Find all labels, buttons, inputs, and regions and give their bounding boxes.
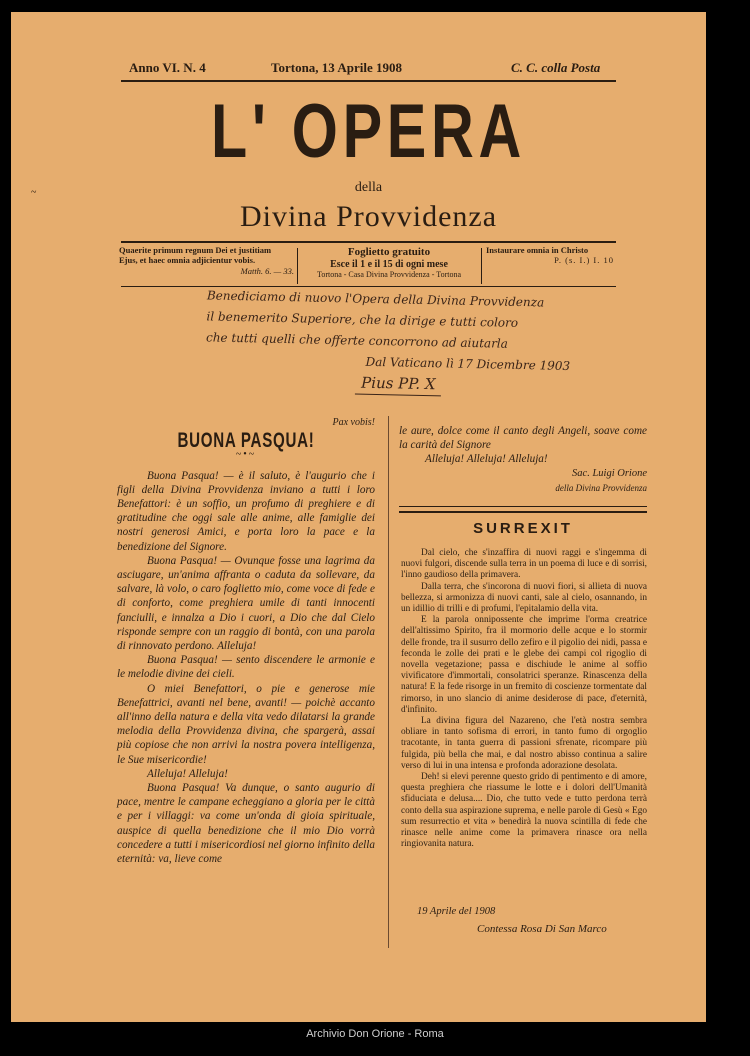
header-rule bbox=[121, 80, 616, 82]
masthead-della: della bbox=[354, 180, 383, 195]
handwriting-line-2: il benemerito Superiore, che la dirige e tutti coloro bbox=[206, 309, 519, 330]
motto-line-2: Ejus, et haec omnia adjicientur vobis. bbox=[119, 254, 256, 265]
margin-mark: ~ bbox=[31, 187, 37, 198]
paragraph: Buona Pasqua! — è il saluto, è l'augurio che i figli della Divina Provvidenza inviano a tutti i loro Benefattori: è un soffio, un profumo di preghiere e di gratitudine che oggi sale alle anime, alle famiglie dei nostri generosi Amici, e porta loro la pace e la benedizione del Signore. bbox=[117, 469, 375, 553]
info-address: Tortona - Casa Divina Provvidenza - Tortona bbox=[316, 270, 462, 280]
paragraph: Buona Pasqua! Va dunque, o santo augurio di pace, mentre le campane echeggiano a gloria per le città e per i villaggi: va come un'onda di gioia spirituale, auspice di quella benedizione che il mio Dio vorrà concedere a tutti i misericordiosi nel giorno infinito della eternità: va, lieve come bbox=[117, 782, 375, 866]
handwriting-line-1: Benediciamo di nuovo l'Opera della Divina Provvidenza bbox=[206, 288, 545, 310]
paragraph: O miei Benefattori, o pie e generose mie Benefattrici, avanti nel bene, avanti! — poichè accanto all'inno della natura e della vita vedo dilatarsi la grande melodia della Provvidenza divina, che spargerà, assai più copiose che non arrivi la nostra povera intelligenza, le Sue misericordie! bbox=[117, 682, 375, 766]
surrexit-title: SURREXIT bbox=[473, 520, 573, 537]
motto-box bbox=[119, 246, 294, 276]
title-ornament: ~•~ bbox=[235, 449, 257, 461]
column-separator bbox=[388, 416, 389, 948]
signature-name: Sac. Luigi Orione bbox=[572, 467, 647, 479]
info-title: Foglietto gratuito bbox=[347, 246, 431, 258]
paragraph: Buona Pasqua! — Ovunque fosse una lagrima da asciugare, un'anima affranta o caduta da sollevare, da salvare, là volo, o caro foglietto mio, come voce di fede e di conforto, come preghiera umile di tanti innocenti fanciulli, e innalza a Dio i cuori, a Dio che dal Cielo risponde sempre con un raggio di bontà, con una parola di rinnovato perdono. Alleluja! bbox=[117, 554, 375, 653]
article-author: Contessa Rosa Di San Marco bbox=[477, 923, 607, 935]
paragraph: Alleluja! Alleluja! bbox=[147, 767, 228, 780]
subheader-bottom-rule bbox=[121, 286, 616, 287]
subheader-top-rule bbox=[121, 241, 616, 243]
handwriting-line-3: che tutti quelli che offerte concorrono ad aiutarla bbox=[205, 330, 509, 351]
alleluja-line: Alleluja! Alleluja! Alleluja! bbox=[425, 453, 548, 466]
place-date: Tortona, 13 Aprile 1908 bbox=[271, 60, 402, 75]
orione-continuation bbox=[399, 424, 647, 495]
continuation-text: le aure, dolce come il canto degli Angeli, soave come la carità del Signore bbox=[399, 425, 647, 452]
newspaper-page bbox=[11, 12, 706, 1022]
paragraph: Deh! si elevi perenne questo grido di pentimento e di amore, questa preghiera che riassume le lotte e i dolori dell'Umanità sfiduciata e delusa.... Dio, che tutto vede e tutto perdona terrà conto della sua aspirazione suprema, e nelle parole di Gesù « Ego sum resurrectio et vita » benedirà la nuova scintilla di fede che rinasce nelle anime come la primavera rinasce ora nella ringiovanita natura. bbox=[401, 772, 647, 850]
handwritten-blessing bbox=[205, 285, 647, 400]
subheader-separator-2 bbox=[481, 248, 482, 284]
instaurare-ref: P. (s. I.) I. 10 bbox=[554, 254, 614, 265]
archive-caption: Archivio Don Orione - Roma bbox=[306, 1028, 444, 1040]
motto-source: Matth. 6. — 33. bbox=[240, 265, 294, 276]
info-box bbox=[303, 246, 475, 279]
paragraph: Buona Pasqua! — sento discendere le armonie e le melodie divine dei cieli. bbox=[117, 654, 375, 681]
instaurare-motto: Instaurare omnia in Christo bbox=[486, 245, 589, 255]
postal-note: C. C. colla Posta bbox=[511, 60, 601, 75]
subheader-separator-1 bbox=[297, 248, 298, 284]
paragraph: E la parola onnipossente che imprime l'orma creatrice dell'altissimo Spirito, fra il mormorio delle acque e lo stormir delle fronde, tra il susurro dello zefiro e il pigolio dei nidi, passa e feconda le zolle dei prati e le glebe dei campi col rigoglio di novella vegetazione; passa e dischiude le anime al soffio vivificatore d'immortali, consolatrici speranze. Rinascenza della natura! E la fede risorge in un fremito di coscienze tormentate dal rimorso, in uno slancio di anime desiderose di pace, d'eternità, d'infinito. bbox=[401, 615, 647, 715]
masthead-subtitle: Divina Provvidenza bbox=[239, 200, 498, 233]
instaurare-box bbox=[486, 246, 614, 266]
masthead-title: L' OPERA bbox=[210, 89, 527, 174]
handwriting-date: Dal Vaticano lì 17 Dicembre 1903 bbox=[365, 354, 571, 374]
issue-number: Anno VI. N. 4 bbox=[129, 60, 206, 75]
paragraph: La divina figura del Nazareno, che l'età nostra sembra obliare in tanto sofisma di errori, in tanto fumo di orgoglio tracotante, in tanta guerra di passioni sfrenate, ricompare più fulgida, più bella che mai, e dal nostro abisso continua a salire verso di lui in una intensa e profonda adorazione desolata. bbox=[401, 716, 647, 771]
paragraph: Dalla terra, che s'incorona di nuovi fiori, si allieta di nuova bellezza, si armonizza di nuovi canti, sale al cielo, osannando, in un idillio di trilli e di profumi, l'epitalamio della vita. bbox=[401, 581, 647, 615]
buona-pasqua-title: BUONA PASQUA! bbox=[177, 429, 315, 453]
article-date: 19 Aprile del 1908 bbox=[417, 906, 496, 917]
pope-signature: Pius PP. X bbox=[355, 373, 442, 397]
info-frequency: Esce il 1 e il 15 di ogni mese bbox=[330, 258, 448, 270]
signature-org: della Divina Provvidenza bbox=[555, 482, 647, 493]
buona-pasqua-column bbox=[117, 416, 375, 866]
double-rule bbox=[399, 506, 647, 513]
surrexit-article bbox=[401, 548, 647, 850]
paragraph: Dal cielo, che s'inzaffira di nuovi raggi e s'ingemma di nuovi fulgori, discende sulla terra in un poema di luce e di sorrisi, l'inno gaudioso della primavera. bbox=[401, 548, 647, 581]
motto-line-1: Quaerite primum regnum Dei et justitiam bbox=[119, 245, 272, 255]
pax-vobis: Pax vobis! bbox=[332, 417, 375, 428]
